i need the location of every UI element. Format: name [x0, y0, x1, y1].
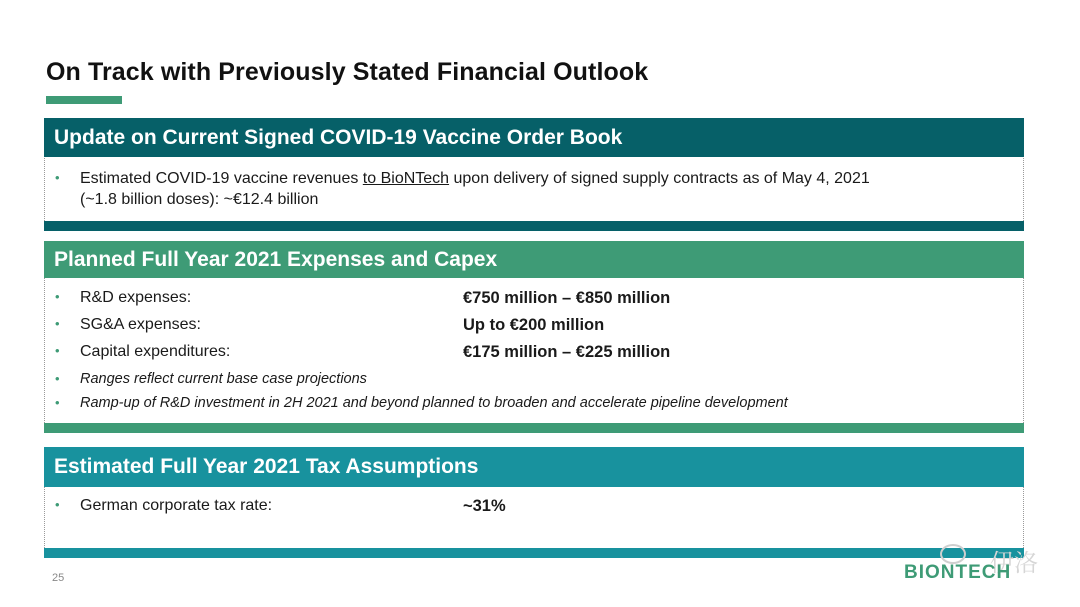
section-footer-bar [44, 423, 1024, 433]
bullet-icon: • [55, 371, 60, 386]
tax-value: ~31% [463, 497, 506, 515]
revenue-text-end: upon delivery of signed supply contracts as of May 4, 2021 [449, 170, 870, 187]
bullet-icon: • [55, 170, 60, 185]
biontech-link[interactable]: to BioNTech [362, 170, 450, 187]
bullet-icon: • [55, 316, 60, 331]
section-expenses [44, 241, 1024, 433]
section-header: Update on Current Signed COVID-19 Vaccine Order Book [44, 118, 1024, 157]
section-footer-bar [44, 221, 1024, 231]
title-accent-bar [46, 96, 122, 104]
bullet-icon: • [55, 497, 60, 512]
tax-label: German corporate tax rate: [80, 497, 273, 514]
expense-value: €175 million – €225 million [463, 343, 671, 361]
expense-label: Capital expenditures: [80, 343, 231, 360]
section-header: Estimated Full Year 2021 Tax Assumptions [44, 447, 1024, 487]
watermark-text: 伊洛 [990, 550, 1038, 577]
bullet-icon: • [55, 343, 60, 358]
page-number: 25 [52, 572, 65, 584]
revenue-text-start: Estimated COVID-19 vaccine revenues [80, 170, 363, 187]
section-footer-bar [44, 548, 1024, 558]
expense-value: Up to €200 million [463, 316, 605, 334]
note-text: Ramp-up of R&D investment in 2H 2021 and beyond planned to broaden and accelerate pipeline development [80, 395, 788, 411]
doses-text: (~1.8 billion doses): ~€12.4 billion [80, 191, 319, 208]
bullet-icon: • [55, 289, 60, 304]
expense-label: SG&A expenses: [80, 316, 201, 333]
biontech-logo: BIONTECH [904, 562, 1012, 583]
expense-value: €750 million – €850 million [463, 289, 671, 307]
expense-label: R&D expenses: [80, 289, 192, 306]
wechat-watermark-icon [940, 544, 966, 564]
page-title: On Track with Previously Stated Financial Outlook [46, 58, 649, 86]
section-order-book [44, 118, 1024, 231]
section-tax [44, 447, 1024, 558]
section-header: Planned Full Year 2021 Expenses and Capex [44, 241, 1024, 278]
bullet-icon: • [55, 395, 60, 410]
note-text: Ranges reflect current base case projections [80, 371, 367, 387]
